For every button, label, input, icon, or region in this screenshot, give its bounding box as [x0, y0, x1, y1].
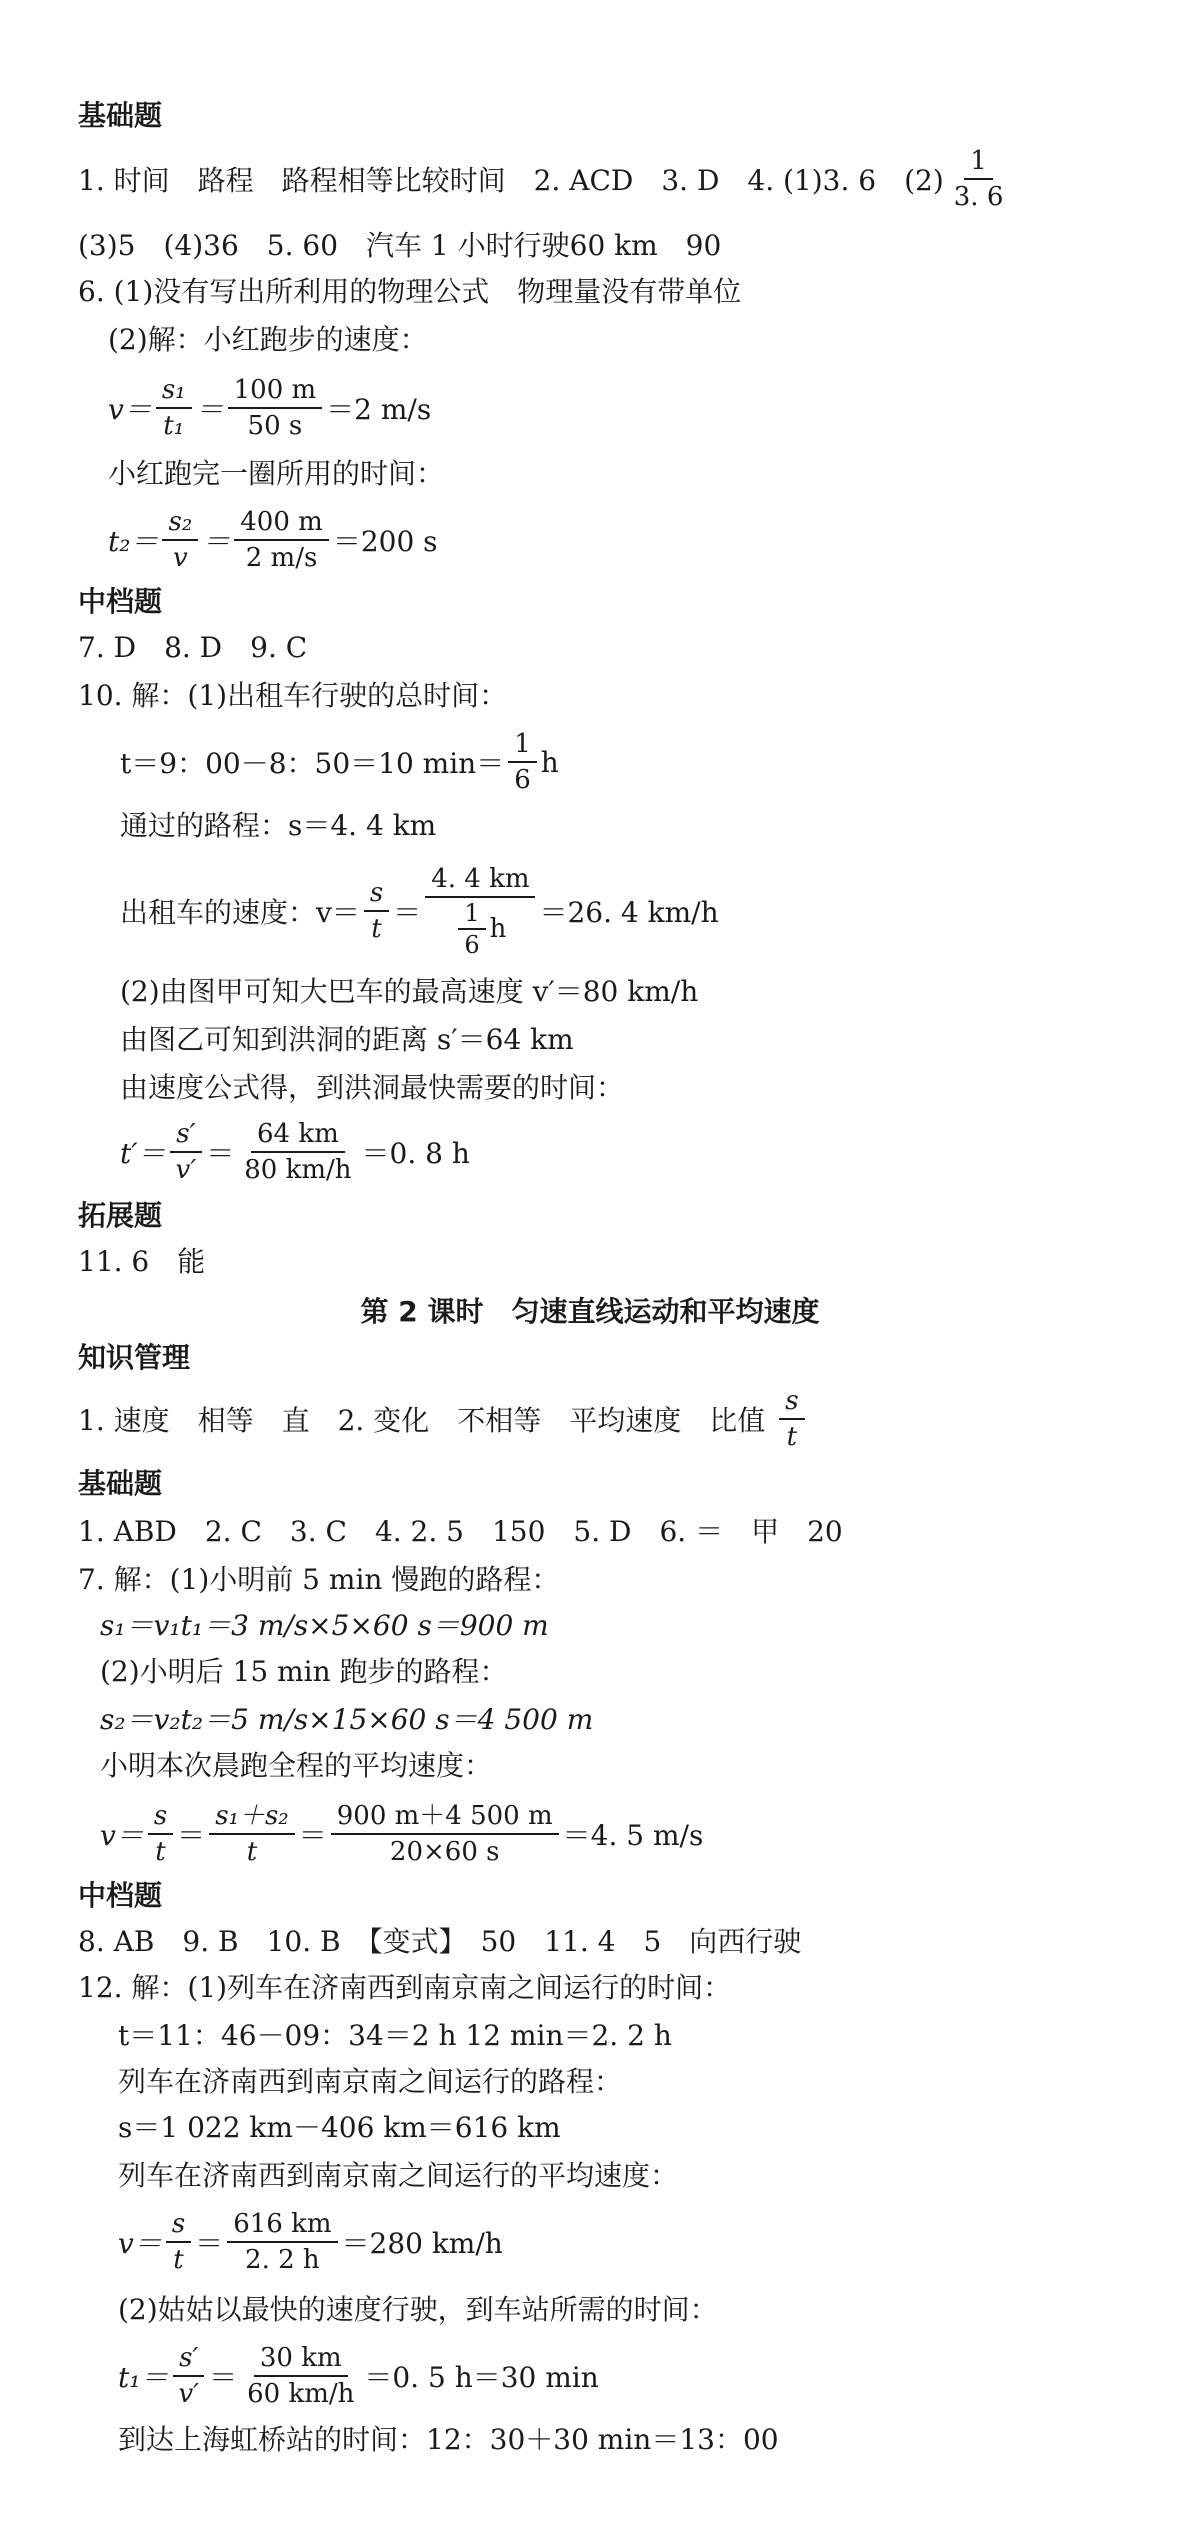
- answer-line-s2: s₂＝v₂t₂＝5 m/s×15×60 s＝4 500 m: [100, 1703, 594, 1736]
- answer-line-bus-speed: (2)由图甲可知大巴车的最高速度 v′＝80 km/h: [120, 975, 699, 1008]
- answer-line-10: 10. 解：(1)出租车行驶的总时间：: [78, 679, 508, 712]
- frac-den: 80 km/h: [244, 1155, 352, 1185]
- formula-rhs: ＝4. 5 m/s: [562, 1819, 704, 1852]
- frac-num: s₁＋s₂: [209, 1799, 295, 1835]
- frac-den: t: [246, 1837, 258, 1867]
- frac-num: s: [364, 876, 389, 912]
- frac-num: s: [148, 1799, 173, 1835]
- frac-num: 400 m: [234, 505, 329, 541]
- formula-time-lap: t₂＝ $\frac{\text{s₂}}{v}$ ＝ $\frac{400 m}{2 m/s}$ ＝200 s: [108, 507, 438, 573]
- formula-rhs: ＝0. 8 h: [361, 1137, 470, 1170]
- frac-den: t: [155, 1837, 166, 1867]
- fraction-1-over-3-6: [948, 144, 1010, 214]
- formula-rhs: h: [540, 745, 559, 779]
- formula-aunt-time: t₁＝ $\frac{s'}{v'}$ ＝ $\frac{30 km}{60 km/h}$ ＝0. 5 h＝30 min: [118, 2343, 599, 2409]
- answer-line-train-distance: s＝1 022 km－406 km＝616 km: [118, 2111, 561, 2144]
- frac-unit: h: [489, 914, 507, 944]
- frac-den: 2 m/s: [245, 543, 318, 573]
- formula-lhs: t′＝: [120, 1137, 166, 1170]
- answer-line-distance: 通过的路程：s＝4. 4 km: [120, 809, 437, 842]
- formula-train-speed: v＝ $\frac{s}{t}$ ＝ $\frac{616 km}{2. 2 h}$ ＝280 km/h: [118, 2209, 503, 2275]
- section-heading-extension: 拓展题: [78, 1199, 163, 1232]
- answer-line-11: 11. 6 能: [78, 1245, 206, 1278]
- answer-line-5: 小红跑完一圈所用的时间：: [108, 457, 445, 490]
- formula-average-speed: v＝ $\frac{s}{t}$ ＝ $\frac{\text{s₁＋s₂}}{t}$ ＝ $\frac{900 m+4 500 m}{20\times 60 s}$ ＝4. 5 m/s: [100, 1801, 704, 1867]
- frac-den: v′: [175, 1155, 197, 1185]
- frac-num: 100 m: [228, 373, 323, 409]
- answer-line-15min: (2)小明后 15 min 跑步的路程：: [100, 1655, 508, 1688]
- answer-line-7-9: 7. D 8. D 9. C: [78, 631, 308, 664]
- answer-line-1-6: 1. ABD 2. C 3. C 4. 2. 5 150 5. D 6. ＝ 甲 20: [78, 1515, 843, 1548]
- frac-den: v: [173, 543, 188, 573]
- answer-line-speed-formula: 由速度公式得，到洪洞最快需要的时间：: [120, 1071, 625, 1104]
- section-heading-intermediate: 中档题: [78, 585, 163, 618]
- formula-lhs: t₁＝: [118, 2361, 169, 2394]
- frac-den: t₁: [163, 411, 185, 441]
- knowledge-line-text: 1. 速度 相等 直 2. 变化 不相等 平均速度 比值: [78, 1404, 766, 1437]
- frac-num: 900 m＋4 500 m: [331, 1799, 559, 1835]
- frac-num: 1: [508, 727, 537, 763]
- frac-num: s′: [173, 2341, 204, 2377]
- formula-bus-time: t′＝ $\frac{s'}{v'}$ ＝ $\frac{64 km}{80 km/h}$ ＝0. 8 h: [120, 1119, 470, 1185]
- formula-lhs: t＝9：00－8：50＝10 min＝: [120, 747, 505, 780]
- section-heading-intermediate-2: 中档题: [78, 1879, 163, 1912]
- formula-lhs: 出租车的速度：v＝: [120, 896, 360, 929]
- frac-num: 616 km: [227, 2207, 337, 2243]
- frac-den: 6: [464, 931, 480, 959]
- formula-lhs: v＝: [118, 2227, 162, 2260]
- formula-taxi-speed: 出租车的速度：v＝ $\frac{s}{t}$ ＝ 4. 4 km $\frac{1}{6}$ h ＝26. 4 km/h: [120, 864, 719, 959]
- answer-line-8-11: 8. AB 9. B 10. B 【变式】 50 11. 4 5 向西行驶: [78, 1925, 802, 1958]
- formula-speed-xiaohong: v＝ $\frac{\text{s₁}}{\text{t₁}}$ ＝ $\frac{100 m}{50 s}$ ＝2 m/s: [108, 375, 432, 441]
- answer-line-1: [78, 144, 1013, 214]
- formula-rhs: ＝2 m/s: [326, 393, 432, 426]
- answer-line-train-route: 列车在济南西到南京南之间运行的路程：: [118, 2065, 623, 2098]
- answer-line-arrival: 到达上海虹桥站的时间：12：30＋30 min＝13：00: [118, 2423, 779, 2456]
- formula-lhs: v＝: [100, 1819, 144, 1852]
- answer-line-12: 12. 解：(1)列车在济南西到南京南之间运行的时间：: [78, 1971, 732, 2004]
- section-heading-knowledge: 知识管理: [78, 1341, 191, 1374]
- frac-num: 64 km: [251, 1117, 345, 1153]
- answer-line-s1: s₁＝v₁t₁＝3 m/s×5×60 s＝900 m: [100, 1609, 549, 1642]
- answer-line-1-text: 1. 时间 路程 路程相等比较时间 2. ACD 3. D 4. (1)3. 6 (2): [78, 164, 944, 197]
- answer-line-average: 小明本次晨跑全程的平均速度：: [100, 1749, 493, 1782]
- frac-den: t: [786, 1422, 798, 1452]
- formula-lhs: t₂＝: [108, 525, 159, 558]
- frac-den: 6: [514, 765, 531, 795]
- formula-lhs: v＝: [108, 393, 152, 426]
- frac-num: s₁: [156, 373, 192, 409]
- frac-den: 60 km/h: [247, 2379, 355, 2409]
- fraction-numerator: 1: [964, 144, 993, 180]
- answer-line-train-average: 列车在济南西到南京南之间运行的平均速度：: [118, 2159, 679, 2192]
- formula-rhs: ＝26. 4 km/h: [539, 896, 719, 929]
- fraction-denominator: 3. 6: [953, 182, 1004, 212]
- answer-line-7: 7. 解：(1)小明前 5 min 慢跑的路程：: [78, 1563, 560, 1596]
- answer-line-aunt: (2)姑姑以最快的速度行驶，到车站所需的时间：: [118, 2293, 718, 2326]
- answer-line-2: (3)5 (4)36 5. 60 汽车 1 小时行驶60 km 90: [78, 229, 722, 262]
- answer-line-distance-hongtong: 由图乙可知到洪洞的距离 s′＝64 km: [120, 1023, 574, 1056]
- frac-den: v′: [178, 2379, 200, 2409]
- frac-den: t: [371, 914, 382, 944]
- answer-line-3: 6. (1)没有写出所利用的物理公式 物理量没有带单位: [78, 275, 742, 308]
- frac-den: t: [173, 2245, 184, 2275]
- formula-rhs: ＝0. 5 h＝30 min: [364, 2361, 599, 2394]
- frac-num: s₂: [162, 505, 198, 541]
- formula-taxi-time: [120, 724, 559, 800]
- frac-num: s: [166, 2207, 191, 2243]
- frac-den: 20×60 s: [389, 1837, 500, 1867]
- frac-den: 50 s: [247, 411, 303, 441]
- answer-line-train-time: t＝11：46－09：34＝2 h 12 min＝2. 2 h: [118, 2019, 672, 2052]
- knowledge-line-1: [78, 1384, 809, 1454]
- section-heading-basic-2: 基础题: [78, 1467, 163, 1500]
- frac-den: 2. 2 h: [245, 2245, 320, 2275]
- frac-num: 30 km: [254, 2341, 348, 2377]
- answer-line-4: (2)解：小红跑步的速度：: [108, 323, 428, 356]
- lesson-title: 第 2 课时 匀速直线运动和平均速度: [360, 1295, 820, 1328]
- section-heading-basic: 基础题: [78, 99, 163, 132]
- frac-num: 4. 4 km: [425, 862, 535, 898]
- formula-rhs: ＝200 s: [332, 525, 438, 558]
- frac-num: s: [779, 1384, 804, 1420]
- frac-num: s′: [170, 1117, 201, 1153]
- formula-rhs: ＝280 km/h: [341, 2227, 503, 2260]
- frac-num: 1: [458, 898, 485, 930]
